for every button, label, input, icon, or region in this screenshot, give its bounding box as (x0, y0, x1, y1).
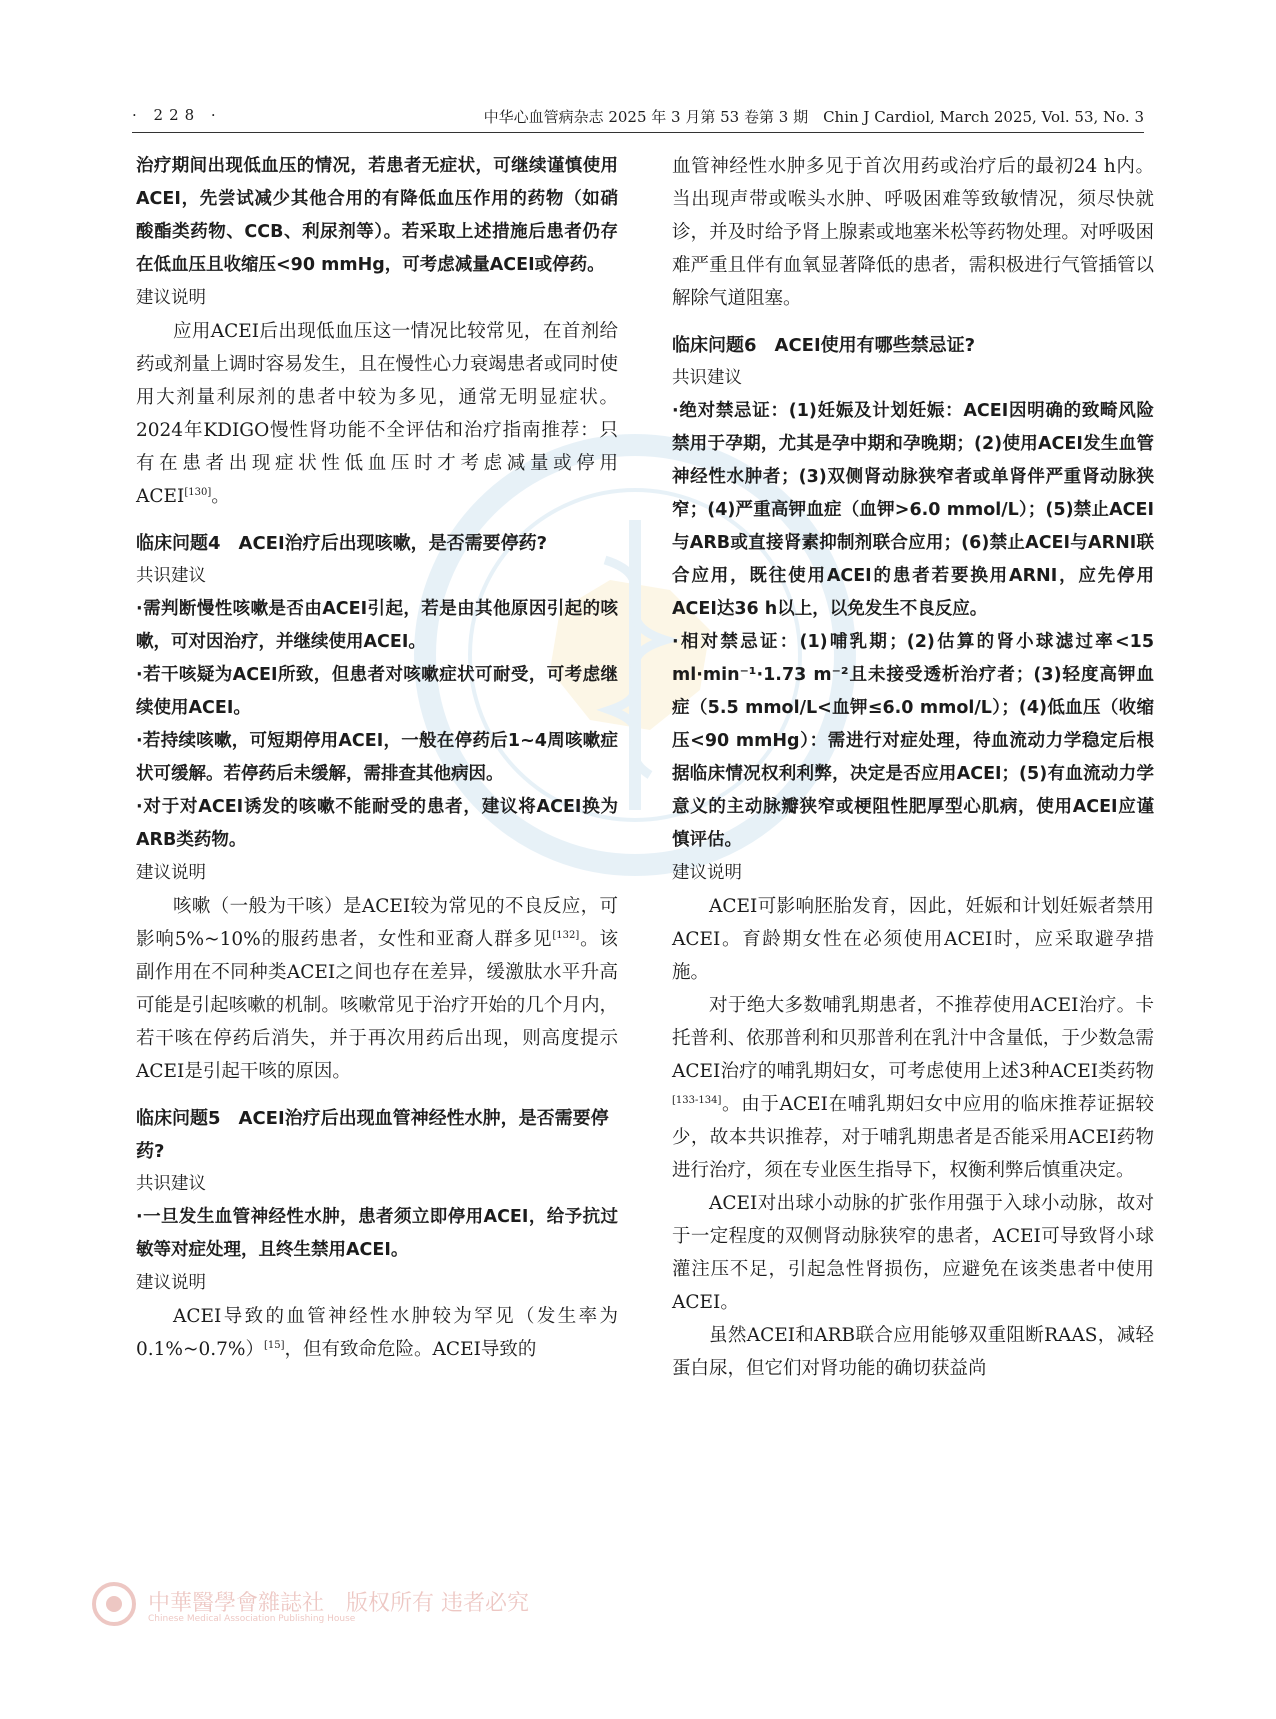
consensus-label: 共识建议 (672, 368, 742, 388)
reference-citation: [133-134] (672, 1094, 722, 1106)
explanation-paragraph: 咳嗽（一般为干咳）是ACEI较为常见的不良反应，可影响5%~10%的服药患者，女性和亚裔人群多见[132]。该副作用在不同种类ACEI之间也存在差异，缓激肽水平升高可能是引起咳嗽的机制。咳嗽常见于治疗开始的几个月内，若干咳在停药后消失，并于再次用药后出现，则高度提示ACEI是引起干咳的原因。 (136, 896, 618, 1082)
right-column (672, 150, 1154, 1385)
publisher-logo-icon (90, 1580, 138, 1628)
publisher-name-en: Chinese Medical Association Publishing House (148, 1614, 356, 1624)
consensus-label: 共识建议 (136, 566, 206, 586)
relative-contraindications: ·相对禁忌证：(1)哺乳期；(2)估算的肾小球滤过率<15 ml·min⁻¹·1.73 m⁻²且未接受透析治疗者；(3)轻度高钾血症（5.5 mmol/L<血钾≤6.0 mmol/L）；(4)低血压（收缩压<90 mmHg）：需进行对症处理，待血流动力学稳定后根据临床情况权利利弊，决定是否应用ACEI；(5)有血流动力学意义的主动脉瓣狭窄或梗阻性肥厚型心肌病，使用ACEI应谨慎评估。 (672, 632, 1154, 850)
explanation-label: 建议说明 (136, 1273, 206, 1293)
explanation-paragraph: 对于绝大多数哺乳期患者，不推荐使用ACEI治疗。卡托普利、依那普利和贝那普利在乳汁中含量低，于少数急需ACEI治疗的哺乳期妇女，可考虑使用上述3种ACEI类药物[133-134]。由于ACEI在哺乳期妇女中应用的临床推荐证据较少，故本共识推荐，对于哺乳期患者是否能采用ACEI药物进行治疗，须在专业医生指导下，权衡利弊后慎重决定。 (672, 995, 1154, 1181)
explanation-label: 建议说明 (136, 863, 206, 883)
explanation-paragraph: ACEI可影响胚胎发育，因此，妊娠和计划妊娠者禁用ACEI。育龄期女性在必须使用ACEI时，应采取避孕措施。 (672, 896, 1154, 983)
clinical-question-6: 临床问题6 ACEI使用有哪些禁忌证? (672, 335, 976, 356)
consensus-item: ·若干咳疑为ACEI所致，但患者对咳嗽症状可耐受，可考虑继续使用ACEI。 (136, 665, 618, 718)
consensus-item: ·一旦发生血管神经性水肿，患者须立即停用ACEI，给予抗过敏等对症处理，且终生禁用ACEI。 (136, 1207, 618, 1260)
reference-citation: [130] (184, 486, 212, 498)
explanation-paragraph: 虽然ACEI和ARB联合应用能够双重阻断RAAS，减轻蛋白尿，但它们对肾功能的确切获益尚 (672, 1325, 1154, 1379)
absolute-contraindications: ·绝对禁忌证：(1)妊娠及计划妊娠：ACEI因明确的致畸风险禁用于孕期，尤其是孕中期和孕晚期；(2)使用ACEI发生血管神经性水肿者；(3)双侧肾动脉狭窄者或单肾伴严重肾动脉狭窄；(4)严重高钾血症（血钾>6.0 mmol/L）；(5)禁止ACEI与ARB或直接肾素抑制剂联合应用；(6)禁止ACEI与ARNI联合应用，既往使用ACEI的患者若要换用ARNI，应先停用ACEI达36 h以上，以免发生不良反应。 (672, 401, 1154, 619)
recommendation-3-text: 治疗期间出现低血压的情况，若患者无症状，可继续谨慎使用ACEI，先尝试减少其他合用的有降低血压作用的药物（如硝酸酯类药物、CCB、利尿剂等）。若采取上述措施后患者仍存在低血压且收缩压<90 mmHg，可考虑减量ACEI或停药。 (136, 156, 618, 275)
consensus-item: ·需判断慢性咳嗽是否由ACEI引起，若是由其他原因引起的咳嗽，可对因治疗，并继续使用ACEI。 (136, 599, 618, 652)
reference-citation: [132] (552, 929, 580, 941)
publisher-watermark (90, 1580, 610, 1630)
reference-citation: [15] (264, 1339, 285, 1351)
explanation-paragraph: ACEI导致的血管神经性水肿较为罕见（发生率为0.1%~0.7%）[15]，但有致命危险。ACEI导致的 (136, 1306, 618, 1360)
journal-citation: 中华心血管病杂志 2025 年 3 月第 53 卷第 3 期 Chin J Cardiol, March 2025, Vol. 53, No. 3 (483, 108, 1144, 126)
page-header (132, 104, 1144, 133)
consensus-item: ·对于对ACEI诱发的咳嗽不能耐受的患者，建议将ACEI换为ARB类药物。 (136, 797, 618, 850)
explanation-paragraph: ACEI对出球小动脉的扩张作用强于入球小动脉，故对于一定程度的双侧肾动脉狭窄的患者，ACEI可导致肾小球灌注压不足，引起急性肾损伤，应避免在该类患者中使用ACEI。 (672, 1193, 1154, 1313)
explanation-paragraph: 血管神经性水肿多见于首次用药或治疗后的最初24 h内。当出现声带或喉头水肿、呼吸困难等致敏情况，须尽快就诊，并及时给予肾上腺素或地塞米松等药物处理。对呼吸困难严重且伴有血氧显著降低的患者，需积极进行气管插管以解除气道阻塞。 (672, 156, 1154, 309)
explanation-label: 建议说明 (136, 288, 206, 308)
publisher-name: 中華醫學會雜誌社 版权所有 违者必究 (148, 1591, 530, 1616)
clinical-question-5: 临床问题5 ACEI治疗后出现血管神经性水肿，是否需要停药? (136, 1108, 609, 1162)
left-column (136, 150, 618, 1366)
consensus-item: ·若持续咳嗽，可短期停用ACEI，一般在停药后1~4周咳嗽症状可缓解。若停药后未缓解，需排查其他病因。 (136, 731, 618, 784)
page-number: · 228 · (132, 106, 222, 124)
explanation-paragraph: 应用ACEI后出现低血压这一情况比较常见，在首剂给药或剂量上调时容易发生，且在慢性心力衰竭患者或同时使用大剂量利尿剂的患者中较为多见，通常无明显症状。2024年KDIGO慢性肾功能不全评估和治疗指南推荐：只有在患者出现症状性低血压时才考虑减量或停用ACEI[130]。 (136, 321, 618, 507)
clinical-question-4: 临床问题4 ACEI治疗后出现咳嗽，是否需要停药? (136, 533, 548, 554)
explanation-label: 建议说明 (672, 863, 742, 883)
consensus-label: 共识建议 (136, 1174, 206, 1194)
